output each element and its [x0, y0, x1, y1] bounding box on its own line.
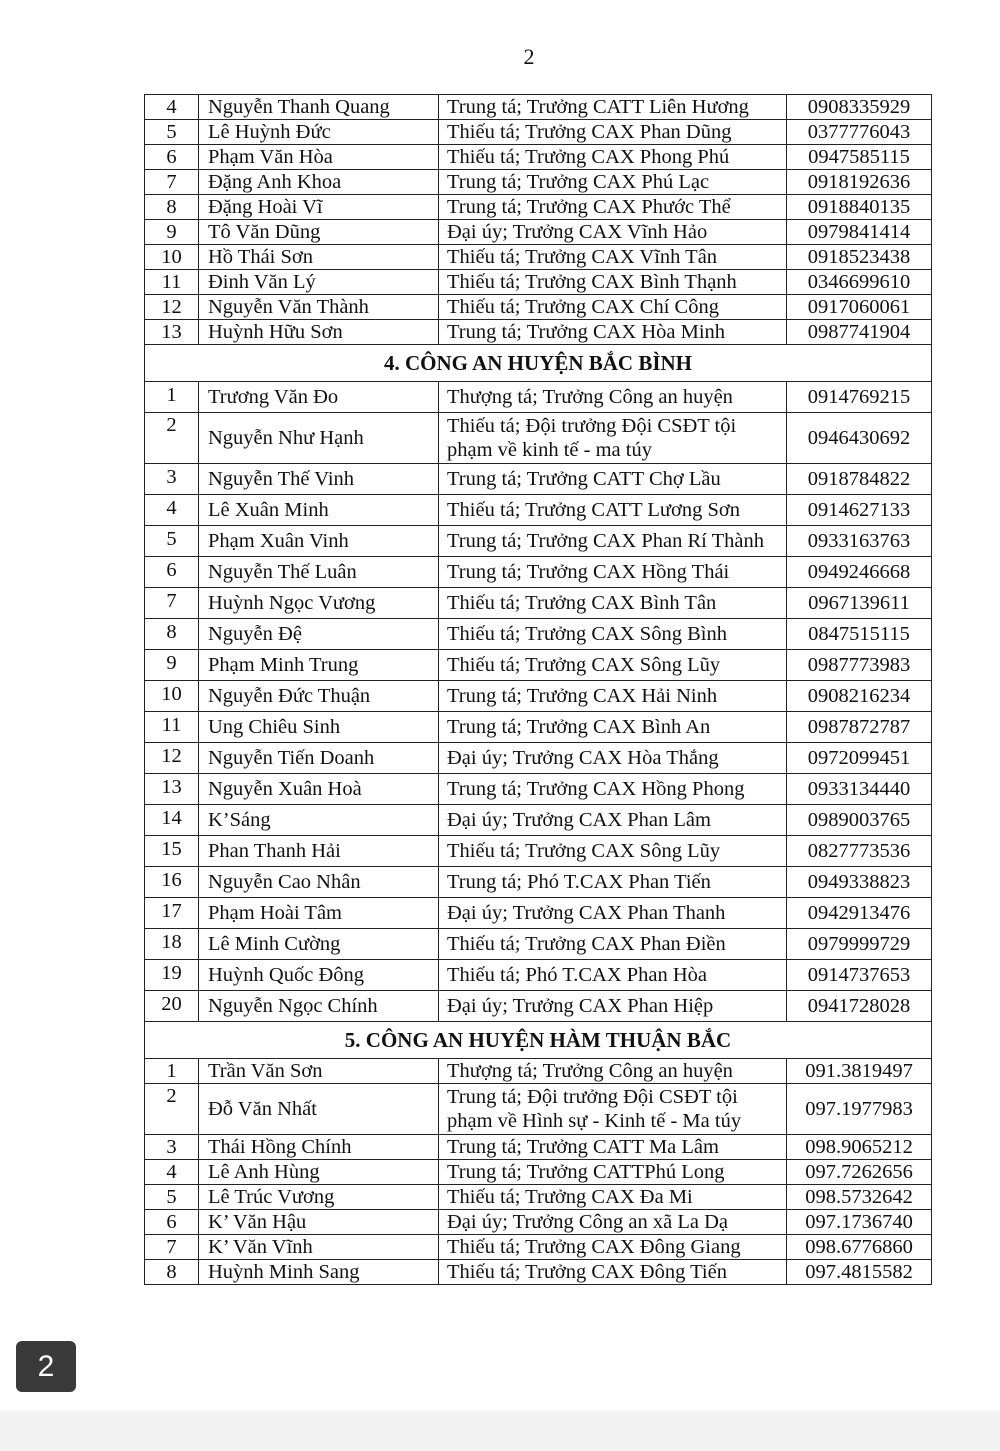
phone-number: 0914737653 — [787, 960, 932, 991]
person-name: K’ Văn Vĩnh — [199, 1235, 439, 1260]
person-name: Nguyễn Văn Thành — [199, 295, 439, 320]
table-row — [145, 270, 932, 295]
phone-number: 0918523438 — [787, 245, 932, 270]
table-row — [145, 320, 932, 345]
table-row — [145, 526, 932, 557]
phone-number: 0946430692 — [787, 413, 932, 464]
person-name: Đặng Anh Khoa — [199, 170, 439, 195]
table-row — [145, 805, 932, 836]
row-number: 4 — [145, 495, 199, 526]
table-row — [145, 1185, 932, 1210]
row-number: 6 — [145, 1210, 199, 1235]
table-row — [145, 1084, 932, 1135]
person-name: Phạm Minh Trung — [199, 650, 439, 681]
table-row — [145, 619, 932, 650]
phone-number: 098.5732642 — [787, 1185, 932, 1210]
row-number: 10 — [145, 245, 199, 270]
position-title: Đại úy; Trưởng CAX Phan Thanh — [439, 898, 787, 929]
position-title: Đại úy; Trưởng Công an xã La Dạ — [439, 1210, 787, 1235]
phone-number: 0827773536 — [787, 836, 932, 867]
section-title: 5. CÔNG AN HUYỆN HÀM THUẬN BẮC — [145, 1022, 932, 1059]
person-name: Huỳnh Hữu Sơn — [199, 320, 439, 345]
row-number: 6 — [145, 557, 199, 588]
row-number: 7 — [145, 1235, 199, 1260]
table-row — [145, 898, 932, 929]
person-name: Lê Minh Cường — [199, 929, 439, 960]
row-number: 18 — [145, 929, 199, 960]
phone-number: 0918840135 — [787, 195, 932, 220]
position-title: Thượng tá; Trưởng Công an huyện — [439, 382, 787, 413]
row-number: 12 — [145, 295, 199, 320]
table-row — [145, 991, 932, 1022]
table-row — [145, 836, 932, 867]
position-title: Thiếu tá; Trưởng CAX Đa Mi — [439, 1185, 787, 1210]
row-number: 4 — [145, 95, 199, 120]
row-number: 5 — [145, 120, 199, 145]
person-name: Nguyễn Như Hạnh — [199, 413, 439, 464]
phone-number: 0346699610 — [787, 270, 932, 295]
table-row — [145, 464, 932, 495]
row-number: 14 — [145, 805, 199, 836]
section-header-row — [145, 1022, 932, 1059]
person-name: Ung Chiêu Sinh — [199, 712, 439, 743]
position-title: Thiếu tá; Đội trưởng Đội CSĐT tội phạm về kinh tế - ma túy — [439, 413, 787, 464]
phone-number: 091.3819497 — [787, 1059, 932, 1084]
person-name: Huỳnh Quốc Đông — [199, 960, 439, 991]
person-name: Huỳnh Ngọc Vương — [199, 588, 439, 619]
position-title: Trung tá; Trưởng CAX Phước Thể — [439, 195, 787, 220]
position-title: Trung tá; Phó T.CAX Phan Tiến — [439, 867, 787, 898]
person-name: Lê Xuân Minh — [199, 495, 439, 526]
table-row — [145, 195, 932, 220]
person-name: Nguyễn Thế Vinh — [199, 464, 439, 495]
position-title: Đại úy; Trưởng CAX Phan Hiệp — [439, 991, 787, 1022]
row-number: 15 — [145, 836, 199, 867]
row-number: 10 — [145, 681, 199, 712]
table-row — [145, 295, 932, 320]
phone-number: 0987773983 — [787, 650, 932, 681]
person-name: K’Sáng — [199, 805, 439, 836]
position-title: Thiếu tá; Trưởng CAX Phan Điền — [439, 929, 787, 960]
person-name: Nguyễn Cao Nhân — [199, 867, 439, 898]
position-title: Thiếu tá; Trưởng CATT Lương Sơn — [439, 495, 787, 526]
person-name: Lê Trúc Vương — [199, 1185, 439, 1210]
table-row — [145, 1135, 932, 1160]
table-row — [145, 145, 932, 170]
person-name: Đinh Văn Lý — [199, 270, 439, 295]
position-title: Trung tá; Trưởng CATT Ma Lâm — [439, 1135, 787, 1160]
position-title: Thiếu tá; Trưởng CAX Sông Bình — [439, 619, 787, 650]
position-title: Trung tá; Trưởng CAX Bình An — [439, 712, 787, 743]
phone-number: 0933163763 — [787, 526, 932, 557]
row-number: 6 — [145, 145, 199, 170]
position-title: Thiếu tá; Trưởng CAX Sông Lũy — [439, 650, 787, 681]
personnel-table — [144, 94, 932, 1285]
table-row — [145, 1235, 932, 1260]
row-number: 1 — [145, 382, 199, 413]
person-name: Nguyễn Thanh Quang — [199, 95, 439, 120]
row-number: 13 — [145, 320, 199, 345]
row-number: 12 — [145, 743, 199, 774]
phone-number: 0949246668 — [787, 557, 932, 588]
table-row — [145, 245, 932, 270]
table-row — [145, 220, 932, 245]
position-title: Trung tá; Trưởng CAX Phan Rí Thành — [439, 526, 787, 557]
phone-number: 0847515115 — [787, 619, 932, 650]
table-row — [145, 170, 932, 195]
phone-number: 0987741904 — [787, 320, 932, 345]
table-row — [145, 743, 932, 774]
table-row — [145, 1160, 932, 1185]
row-number: 20 — [145, 991, 199, 1022]
phone-number: 0933134440 — [787, 774, 932, 805]
row-number: 7 — [145, 170, 199, 195]
person-name: Trương Văn Đo — [199, 382, 439, 413]
phone-number: 0908335929 — [787, 95, 932, 120]
bottom-bar — [0, 1411, 1000, 1451]
row-number: 5 — [145, 526, 199, 557]
row-number: 13 — [145, 774, 199, 805]
table-row — [145, 929, 932, 960]
phone-number: 0942913476 — [787, 898, 932, 929]
person-name: Tô Văn Dũng — [199, 220, 439, 245]
position-title: Trung tá; Trưởng CAX Hồng Phong — [439, 774, 787, 805]
table-row — [145, 588, 932, 619]
table-row — [145, 681, 932, 712]
position-title: Thiếu tá; Trưởng CAX Phong Phú — [439, 145, 787, 170]
position-title: Đại úy; Trưởng CAX Hòa Thắng — [439, 743, 787, 774]
phone-number: 0987872787 — [787, 712, 932, 743]
page-number: 2 — [523, 44, 535, 69]
position-title: Trung tá; Trưởng CAX Hòa Minh — [439, 320, 787, 345]
position-title: Trung tá; Đội trưởng Đội CSĐT tội phạm về Hình sự - Kinh tế - Ma túy — [439, 1084, 787, 1135]
phone-number: 0979999729 — [787, 929, 932, 960]
person-name: Đỗ Văn Nhất — [199, 1084, 439, 1135]
person-name: Nguyễn Ngọc Chính — [199, 991, 439, 1022]
position-title: Đại úy; Trưởng CAX Phan Lâm — [439, 805, 787, 836]
table-row — [145, 712, 932, 743]
person-name: Nguyễn Đức Thuận — [199, 681, 439, 712]
phone-number: 0917060061 — [787, 295, 932, 320]
position-title: Trung tá; Trưởng CATTPhú Long — [439, 1160, 787, 1185]
position-title: Trung tá; Trưởng CAX Hồng Thái — [439, 557, 787, 588]
phone-number: 097.1977983 — [787, 1084, 932, 1135]
person-name: Phạm Văn Hòa — [199, 145, 439, 170]
page-indicator-badge[interactable]: 2 — [16, 1341, 76, 1392]
row-number: 7 — [145, 588, 199, 619]
position-title: Thiếu tá; Trưởng CAX Bình Tân — [439, 588, 787, 619]
person-name: Phạm Xuân Vinh — [199, 526, 439, 557]
row-number: 11 — [145, 270, 199, 295]
position-title: Thiếu tá; Trưởng CAX Phan Dũng — [439, 120, 787, 145]
person-name: Trần Văn Sơn — [199, 1059, 439, 1084]
row-number: 2 — [145, 413, 199, 464]
phone-number: 0972099451 — [787, 743, 932, 774]
person-name: Lê Huỳnh Đức — [199, 120, 439, 145]
phone-number: 0967139611 — [787, 588, 932, 619]
row-number: 2 — [145, 1084, 199, 1135]
table-row — [145, 1059, 932, 1084]
row-number: 8 — [145, 619, 199, 650]
row-number: 5 — [145, 1185, 199, 1210]
row-number: 17 — [145, 898, 199, 929]
phone-number: 0918784822 — [787, 464, 932, 495]
position-title: Thiếu tá; Trưởng CAX Sông Lũy — [439, 836, 787, 867]
person-name: Nguyễn Tiến Doanh — [199, 743, 439, 774]
table-row — [145, 413, 932, 464]
person-name: Huỳnh Minh Sang — [199, 1260, 439, 1285]
person-name: Đặng Hoài Vĩ — [199, 195, 439, 220]
phone-number: 0989003765 — [787, 805, 932, 836]
position-title: Thiếu tá; Trưởng CAX Đông Giang — [439, 1235, 787, 1260]
table-row — [145, 382, 932, 413]
phone-number: 0979841414 — [787, 220, 932, 245]
phone-number: 098.9065212 — [787, 1135, 932, 1160]
position-title: Trung tá; Trưởng CAX Phú Lạc — [439, 170, 787, 195]
position-title: Trung tá; Trưởng CAX Hải Ninh — [439, 681, 787, 712]
row-number: 1 — [145, 1059, 199, 1084]
table-row — [145, 650, 932, 681]
position-title: Trung tá; Trưởng CATT Liên Hương — [439, 95, 787, 120]
row-number: 8 — [145, 195, 199, 220]
person-name: Lê Anh Hùng — [199, 1160, 439, 1185]
table-row — [145, 95, 932, 120]
person-name: K’ Văn Hậu — [199, 1210, 439, 1235]
phone-number: 097.4815582 — [787, 1260, 932, 1285]
position-title: Thiếu tá; Trưởng CAX Bình Thạnh — [439, 270, 787, 295]
row-number: 3 — [145, 1135, 199, 1160]
row-number: 16 — [145, 867, 199, 898]
phone-number: 0918192636 — [787, 170, 932, 195]
phone-number: 098.6776860 — [787, 1235, 932, 1260]
table-row — [145, 867, 932, 898]
phone-number: 0949338823 — [787, 867, 932, 898]
table-row — [145, 960, 932, 991]
table-row — [145, 120, 932, 145]
table-row — [145, 495, 932, 526]
row-number: 4 — [145, 1160, 199, 1185]
phone-number: 0914769215 — [787, 382, 932, 413]
person-name: Phạm Hoài Tâm — [199, 898, 439, 929]
row-number: 11 — [145, 712, 199, 743]
position-title: Trung tá; Trưởng CATT Chợ Lầu — [439, 464, 787, 495]
table-row — [145, 1260, 932, 1285]
row-number: 19 — [145, 960, 199, 991]
row-number: 8 — [145, 1260, 199, 1285]
position-title: Thiếu tá; Trưởng CAX Đông Tiến — [439, 1260, 787, 1285]
row-number: 9 — [145, 650, 199, 681]
table-row — [145, 557, 932, 588]
phone-number: 097.7262656 — [787, 1160, 932, 1185]
person-name: Phan Thanh Hải — [199, 836, 439, 867]
position-title: Thiếu tá; Phó T.CAX Phan Hòa — [439, 960, 787, 991]
phone-number: 0914627133 — [787, 495, 932, 526]
position-title: Thượng tá; Trưởng Công an huyện — [439, 1059, 787, 1084]
person-name: Nguyễn Xuân Hoà — [199, 774, 439, 805]
phone-number: 0908216234 — [787, 681, 932, 712]
person-name: Nguyễn Đệ — [199, 619, 439, 650]
person-name: Hồ Thái Sơn — [199, 245, 439, 270]
section-header-row — [145, 345, 932, 382]
table-row — [145, 1210, 932, 1235]
row-number: 3 — [145, 464, 199, 495]
table-row — [145, 774, 932, 805]
phone-number: 0941728028 — [787, 991, 932, 1022]
phone-number: 097.1736740 — [787, 1210, 932, 1235]
position-title: Đại úy; Trưởng CAX Vĩnh Hảo — [439, 220, 787, 245]
row-number: 9 — [145, 220, 199, 245]
position-title: Thiếu tá; Trưởng CAX Chí Công — [439, 295, 787, 320]
phone-number: 0377776043 — [787, 120, 932, 145]
person-name: Thái Hồng Chính — [199, 1135, 439, 1160]
person-name: Nguyễn Thế Luân — [199, 557, 439, 588]
position-title: Thiếu tá; Trưởng CAX Vĩnh Tân — [439, 245, 787, 270]
section-title: 4. CÔNG AN HUYỆN BẮC BÌNH — [145, 345, 932, 382]
phone-number: 0947585115 — [787, 145, 932, 170]
